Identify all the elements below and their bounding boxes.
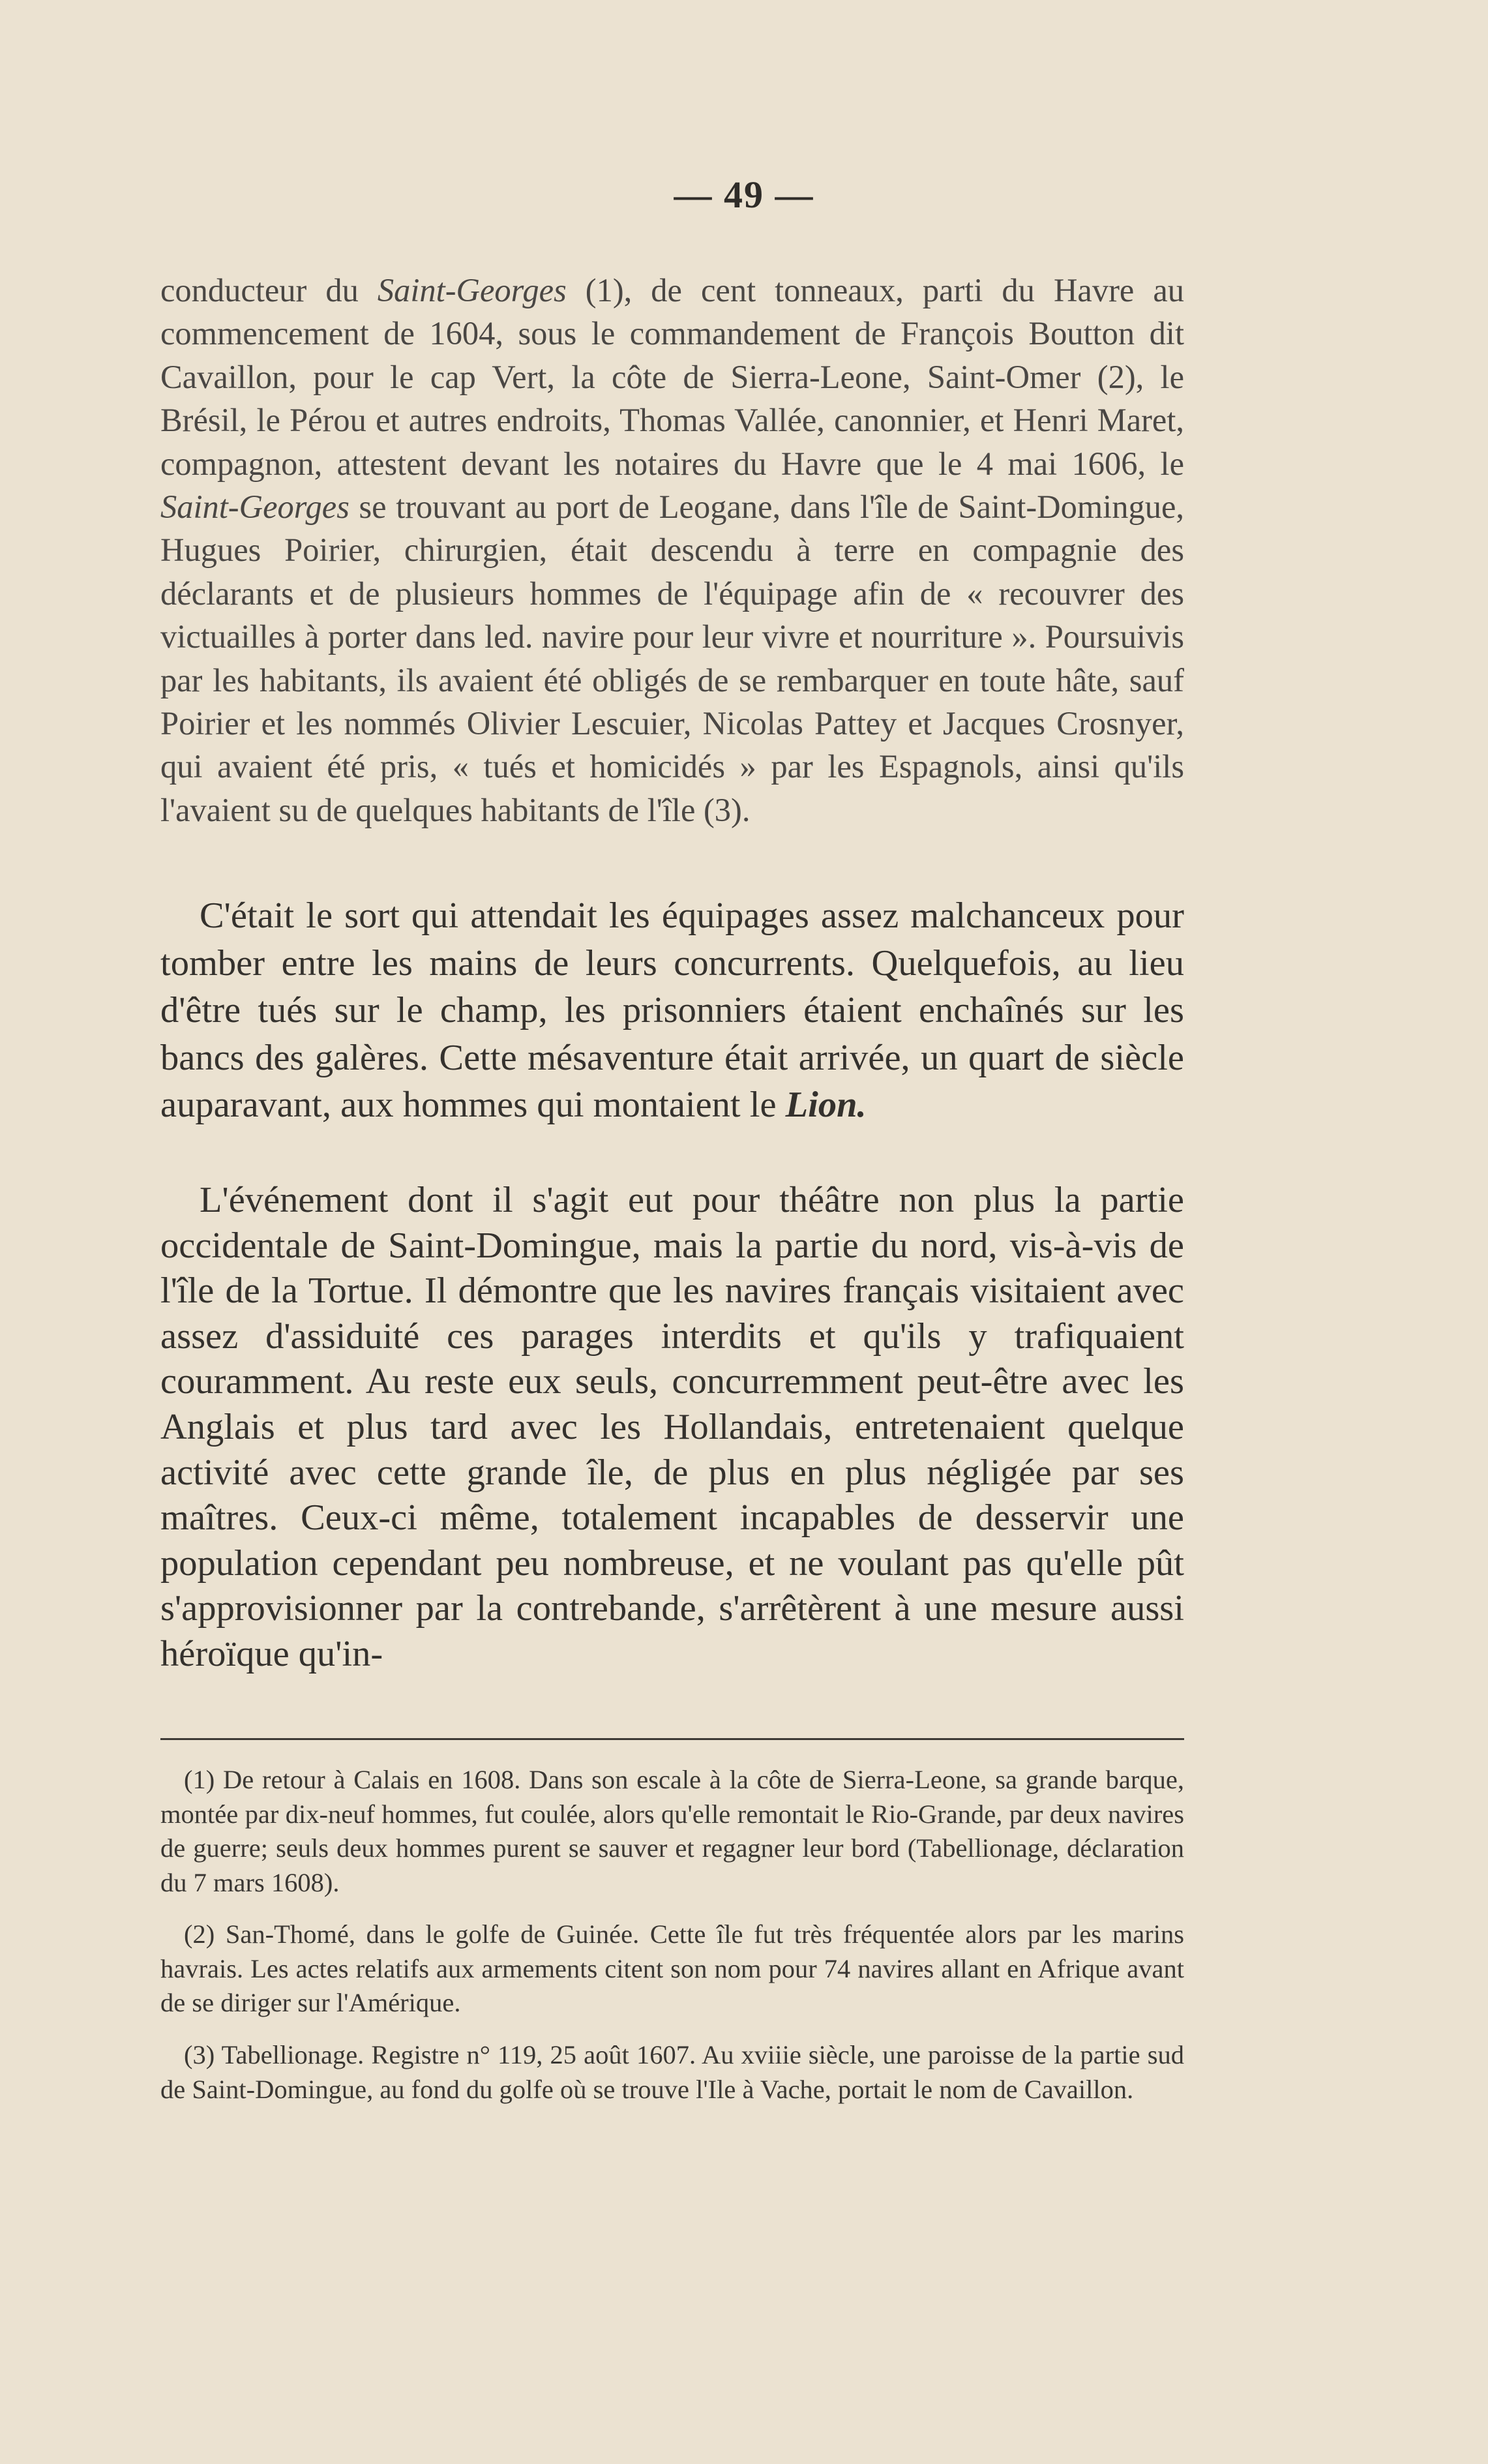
paragraph-2-text — [160, 892, 1184, 1129]
page-number: — 49 — — [674, 173, 814, 216]
paragraph-3-text: L'événement dont il s'agit eut pour théâtre non plus la partie occidentale de Saint-Domingue, mais la partie du nord, vis-à-vis de l'île de la Tortue. Il démontre que les navires français visitaient avec assez d'assiduité ces parages interdits et qu'ils y trafiquaient couramment. Au reste eux seuls, concurremment peut-être avec les Anglais et plus tard avec les Hollandais, entretenaient quelque activité avec cette grande île, de plus en plus négligée par ses maîtres. Ceux-ci même, totalement incapables de desservir une population cependant peu nombreuse, et ne voulant pas qu'elle pût s'approvisionner par la contrebande, s'arrêtèrent à une mesure aussi héroïque qu'in- — [160, 1180, 1184, 1674]
paragraph-1-part-a: conducteur du — [160, 272, 378, 308]
ship-name-saint-georges-2: Saint-Georges — [160, 488, 350, 526]
paragraph-1-part-c: se trouvant au port de Leogane, dans l'île de Saint-Domingue, Hugues Poirier, chirurgien, était descendu à terre en compagnie des déclarants et de plusieurs hommes de l'équipage afin de « recouvrer des victuailles à porter dans led. navire pour leur vivre et nourriture ». Poursuivis par les habitants, ils avaient été obligés de se rembarquer en toute hâte, sauf Poirier et les nommés Olivier Lescuier, Nicolas Pattey et Jacques Crosnyer, qui avaient été pris, « tués et homicidés » par les Espagnols, ainsi qu'ils l'avaient su de quelques habitants de l'île (3). — [160, 488, 1184, 828]
footnote-1-text: (1) De retour à Calais en 1608. Dans son escale à la côte de Sierra-Leone, sa grande barque, montée par dix-neuf hommes, fut coulée, alors qu'elle remontait le Rio-Grande, par deux navires de guerre; seuls deux hommes purent se sauver et regagner leur bord (Tabellionage, déclaration du 7 mars 1608). — [160, 1765, 1184, 1897]
paragraph-3 — [160, 1178, 1184, 1677]
paragraph-1-part-b: (1), de cent tonneaux, parti du Havre au commencement de 1604, sous le commandement de François Boutton dit Cavaillon, pour le cap Vert, la côte de Sierra-Leone, Saint-Omer (2), le Brésil, le Pérou et autres endroits, Thomas Vallée, canonnier, et Henri Maret, compagnon, attestent devant les notaires du Havre que le 4 mai 1606, le — [160, 272, 1185, 482]
ship-name-lion: Lion. — [785, 1085, 867, 1125]
footnote-2-text: (2) San-Thomé, dans le golfe de Guinée. Cette île fut très fréquentée alors par les marins havrais. Les actes relatifs aux armements citent son nom pour 74 navires allant en Afrique avant de se diriger sur l'Amérique. — [160, 1919, 1184, 2017]
footnote-3-text: (3) Tabellionage. Registre n° 119, 25 août 1607. Au xviiie siècle, une paroisse de la partie sud de Saint-Domingue, au fond du golfe où se trouve l'Ile à Vache, portait le nom de Cavaillon. — [160, 2040, 1184, 2104]
footnote-1 — [160, 1763, 1184, 1900]
footnote-2 — [160, 1917, 1184, 2021]
ship-name-saint-georges: Saint-Georges — [377, 272, 567, 308]
paragraph-1 — [160, 269, 1184, 832]
footnote-3 — [160, 2038, 1184, 2107]
paragraph-2-body: C'était le sort qui attendait les équipages assez malchanceux pour tomber entre les mains de leurs concurrents. Quelquefois, au lieu d'être tués sur le champ, les prisonniers étaient enchaînés sur les bancs des galères. Cette mésaventure était arrivée, un quart de siècle auparavant, aux hommes qui montaient le — [160, 895, 1184, 1125]
paragraph-1-text — [160, 269, 1184, 832]
paragraph-2 — [160, 892, 1184, 1129]
footnote-divider — [160, 1738, 1184, 1740]
